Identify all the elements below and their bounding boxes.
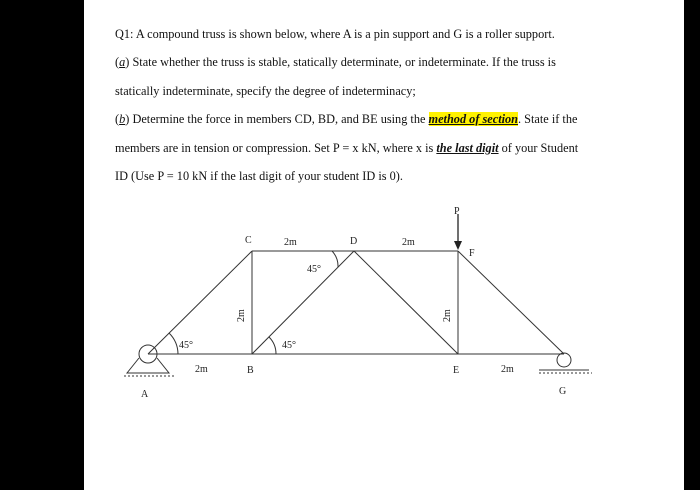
question-line-6: ID (Use P = 10 kN if the last digit of your student ID is 0). (115, 169, 403, 183)
angle-arc-b (269, 337, 276, 354)
node-label-e: E (453, 365, 460, 376)
node-label-c: C (245, 235, 252, 246)
last-digit-emphasis: the last digit (436, 141, 499, 155)
member-bd (252, 251, 354, 354)
angle-label-b: 45° (282, 340, 296, 351)
node-label-b: B (247, 365, 254, 376)
dim-label-eg: 2m (501, 364, 514, 375)
member-de (354, 251, 458, 354)
question-sheet (84, 0, 684, 490)
question-part-b: (b) Determine the force in members CD, BD, and BE using the method of section. State if the (115, 112, 578, 126)
method-of-section-highlight: method of section (428, 112, 519, 126)
line-5-text-end: of your Student (498, 141, 579, 155)
part-a-letter: a (119, 55, 126, 69)
dim-label-cb: 2m (236, 309, 247, 322)
dim-label-fe: 2m (442, 309, 453, 322)
angle-arc-a (169, 333, 178, 354)
truss-figure (84, 0, 684, 490)
roller-support-g (539, 353, 592, 373)
question-line-1: Q1: A compound truss is shown below, where A is a pin support and G is a roller support. (115, 27, 555, 41)
question-part-a: (a) State whether the truss is stable, statically determinate, or indeterminate. If the truss is (115, 55, 556, 69)
load-label: P (454, 206, 460, 217)
node-label-f: F (469, 248, 475, 259)
question-part-a-cont: statically indeterminate, specify the degree of indeterminacy; (115, 84, 416, 98)
part-b-text-end: . State if the (518, 112, 578, 126)
node-label-g: G (559, 386, 567, 397)
load-arrow (454, 214, 462, 250)
part-a-text: State whether the truss is stable, statically determinate, or indeterminate. If the truss is (129, 55, 556, 69)
pin-support-a (124, 345, 174, 376)
dim-label-df: 2m (402, 237, 415, 248)
angle-label-d: 45° (307, 264, 321, 275)
member-ac (148, 251, 252, 354)
part-b-text: Determine the force in members CD, BD, and BE using the (129, 112, 429, 126)
part-b-letter: b (119, 112, 126, 126)
node-label-d: D (350, 236, 358, 247)
dim-label-cd: 2m (284, 237, 297, 248)
dim-label-ab: 2m (195, 364, 208, 375)
angle-label-a: 45° (179, 340, 193, 351)
node-label-a: A (141, 389, 149, 400)
angle-arc-d (332, 251, 338, 267)
line-5-text: members are in tension or compression. Set P = x kN, where x is (115, 141, 437, 155)
member-fg (458, 251, 564, 354)
